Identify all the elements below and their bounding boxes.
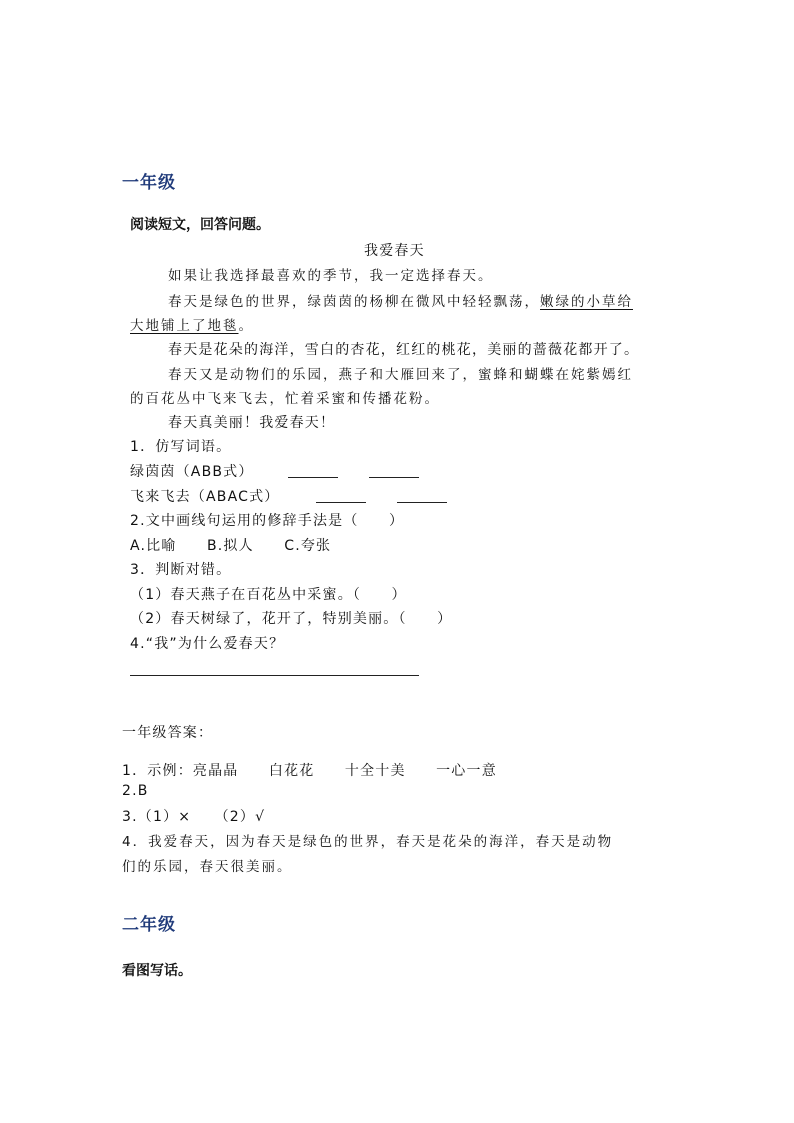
answer-4-line-1: 4．我爱春天，因为春天是绿色的世界，春天是花朵的海洋，春天是动物 [122, 834, 614, 850]
passage-paragraph-5: 春天真美丽！我爱春天！ [168, 415, 336, 431]
passage-title: 我爱春天 [364, 243, 425, 259]
question-1-a [130, 461, 254, 481]
passage-paragraph-4-line-2: 的百花丛中飞来飞去，忙着采蜜和传播花粉。 [130, 391, 440, 407]
answer-blank[interactable] [288, 477, 338, 478]
answer-blank[interactable] [316, 502, 366, 503]
question-3: 3．判断对错。 [130, 562, 232, 578]
passage-paragraph-2-line-1 [168, 290, 633, 310]
grade2-instruction: 看图写话。 [122, 963, 192, 979]
question-2-options: A.比喻 B.拟人 C.夸张 [130, 538, 332, 554]
question-3-item-2: （2）春天树绿了，花开了，特别美丽。（ ） [130, 611, 453, 627]
question-1-a-label: 绿茵茵（ABB式） [130, 464, 254, 480]
answer-2: 2.B [122, 783, 149, 799]
question-3-item-1: （1）春天燕子在百花丛中采蜜。（ ） [130, 587, 407, 603]
answer-blank[interactable] [397, 502, 447, 503]
answer-blank[interactable] [369, 477, 419, 478]
passage-paragraph-1: 如果让我选择最喜欢的季节，我一定选择春天。 [168, 268, 494, 284]
answer-3: 3.（1）× （2）√ [122, 809, 266, 825]
passage-paragraph-3: 春天是花朵的海洋，雪白的杏花，红红的桃花，美丽的蔷薇花都开了。 [168, 342, 640, 358]
p2-end: 。 [238, 318, 254, 334]
underlined-sentence-part-1: 嫩绿的小草给 [540, 294, 633, 310]
grade2-heading: 二年级 [122, 915, 176, 935]
p2-text: 春天是绿色的世界，绿茵茵的杨柳在微风中轻轻飘荡， [168, 294, 540, 310]
answer-heading: 一年级答案： [122, 725, 214, 741]
question-1-b-label: 飞来飞去（ABAC式） [130, 489, 280, 505]
underlined-sentence-part-2: 大地铺上了地毯 [130, 318, 239, 334]
question-1-b [130, 486, 280, 506]
answer-4-line-2: 们的乐园，春天很美丽。 [122, 859, 293, 875]
passage-paragraph-2-line-2 [130, 314, 254, 334]
answer-1: 1．示例：亮晶晶 白花花 十全十美 一心一意 [122, 763, 497, 779]
answer-line[interactable] [130, 675, 419, 676]
question-4: 4.“我”为什么爱春天？ [130, 636, 285, 652]
passage-paragraph-4-line-1: 春天又是动物们的乐园，燕子和大雁回来了，蜜蜂和蝴蝶在姹紫嫣红 [168, 367, 633, 383]
question-1: 1．仿写词语。 [130, 439, 232, 455]
question-2: 2.文中画线句运用的修辞手法是（ ） [130, 513, 405, 529]
grade1-instruction: 阅读短文，回答问题。 [130, 217, 270, 233]
grade1-heading: 一年级 [122, 173, 176, 193]
